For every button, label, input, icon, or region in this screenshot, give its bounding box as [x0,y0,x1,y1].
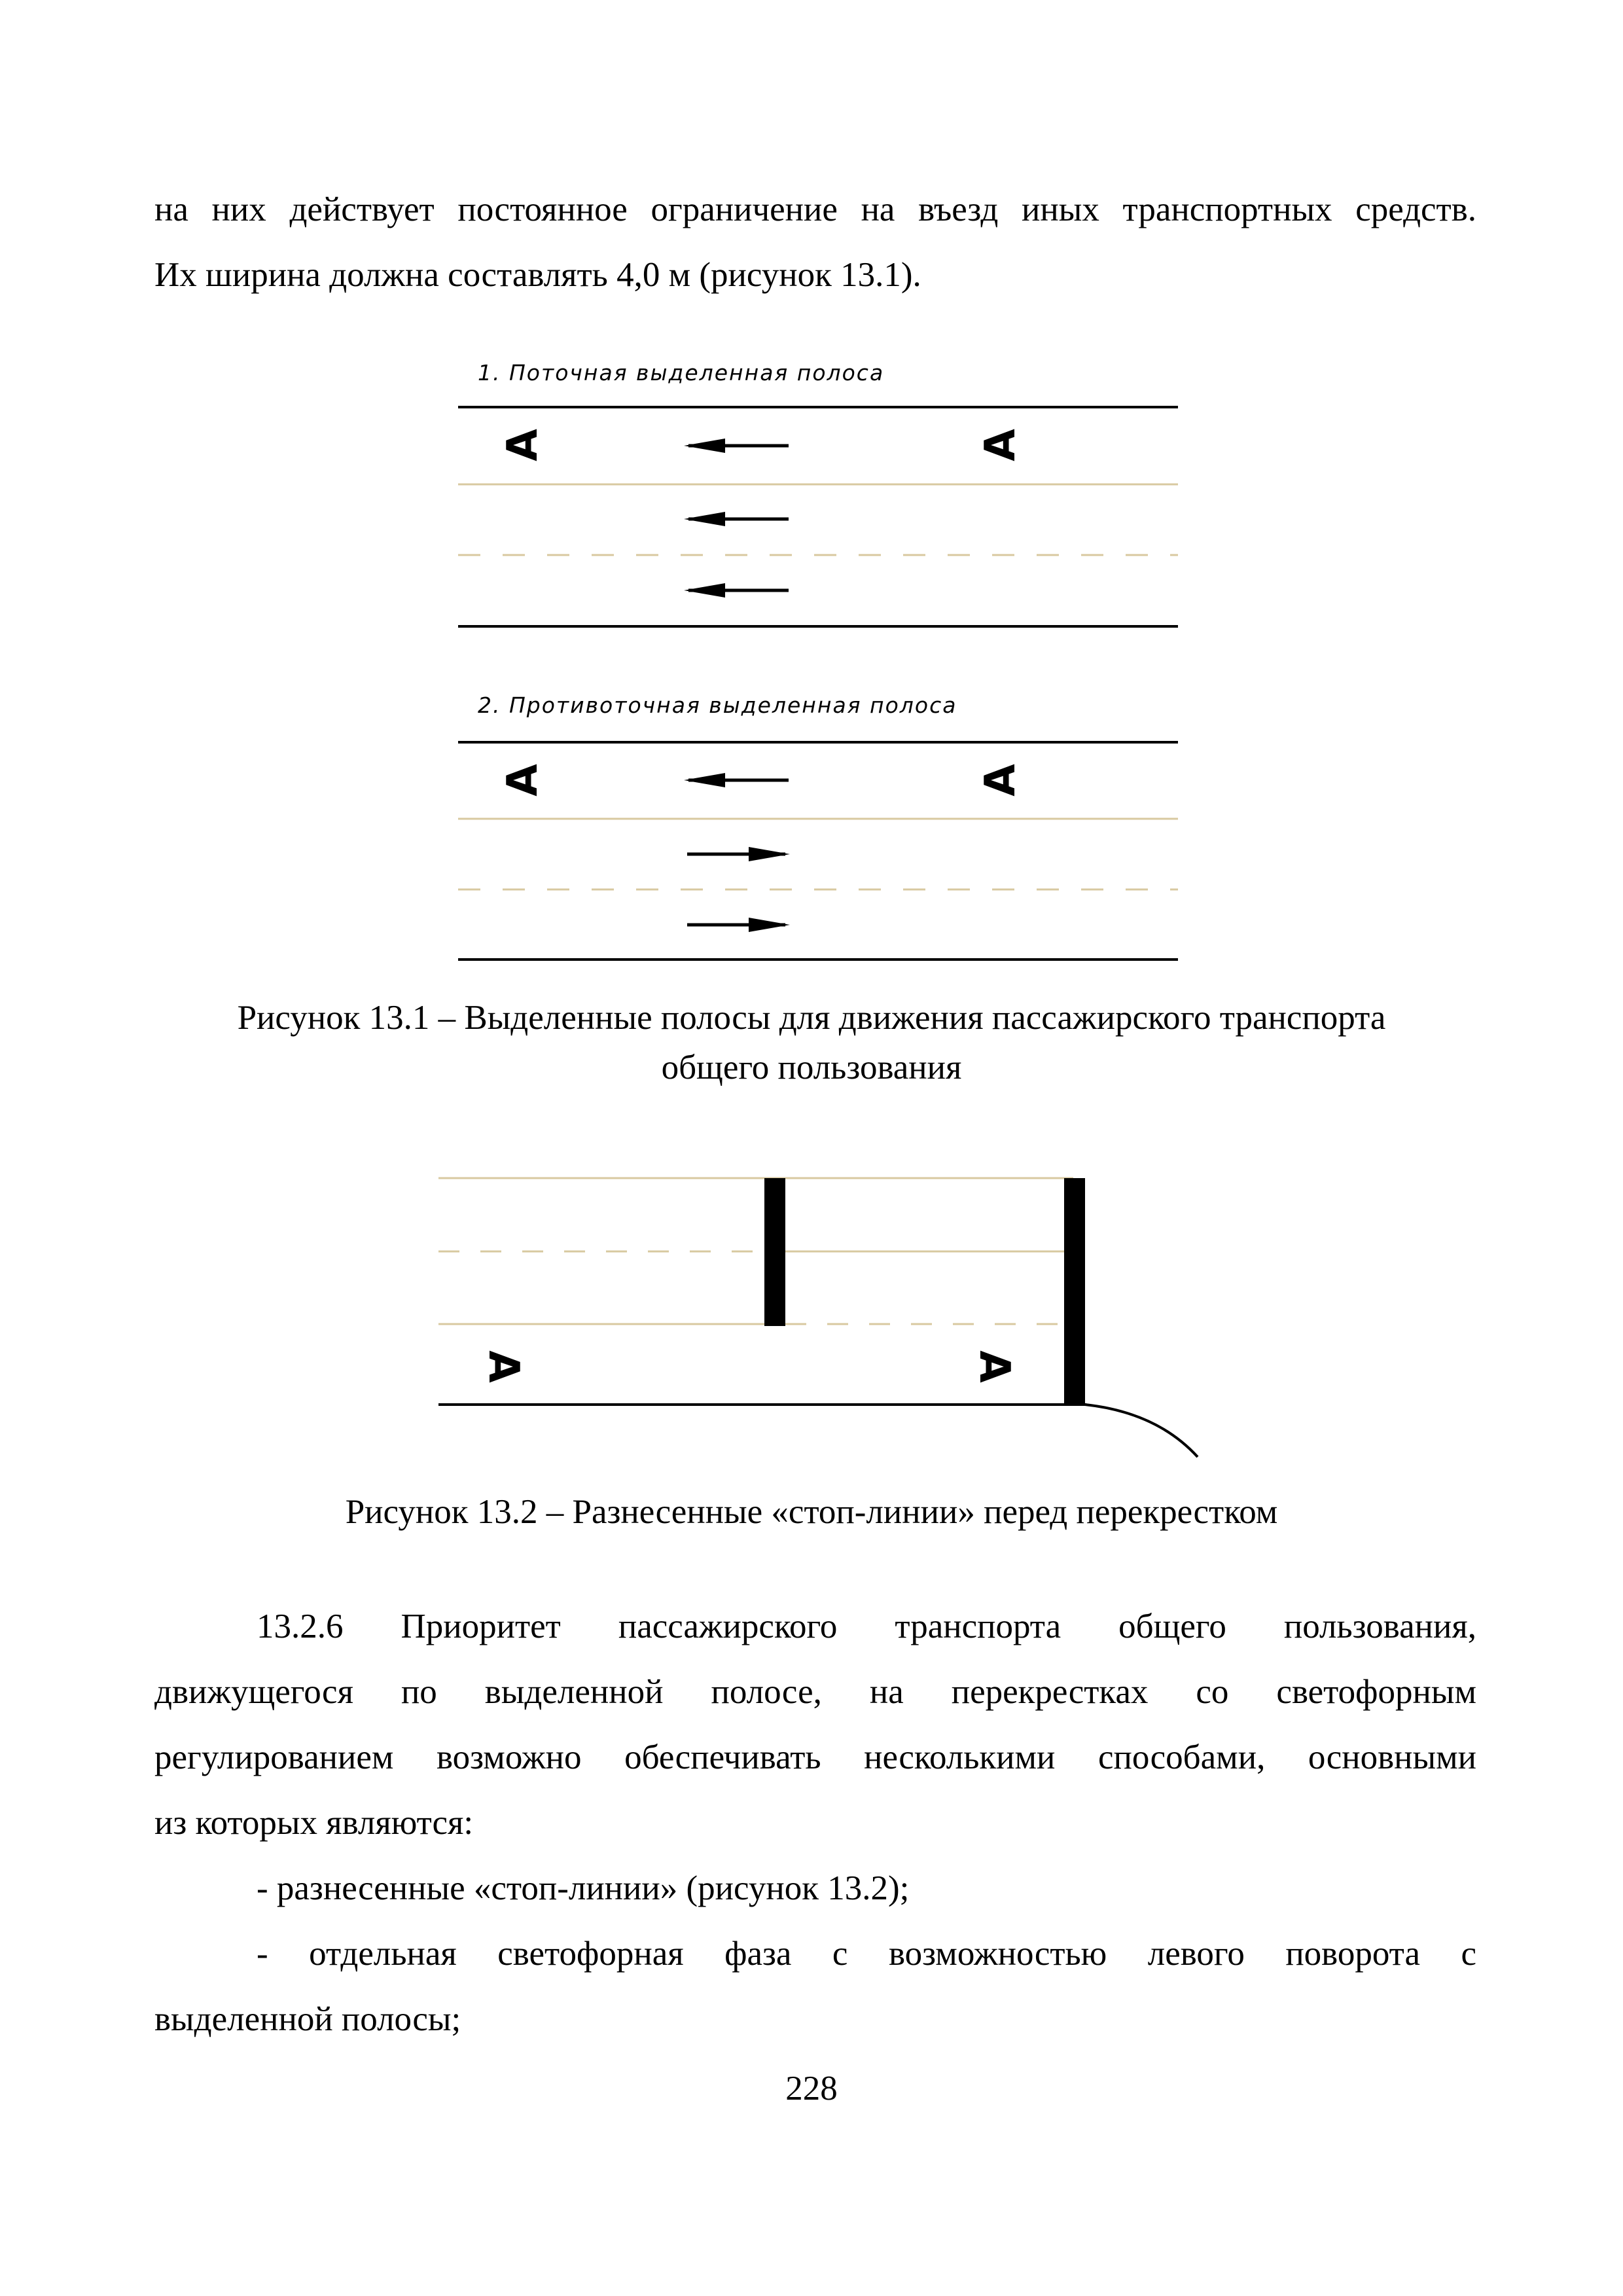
figure-13-1-caption-line-2: общего пользования [661,1049,962,1086]
bullet-2-line-1: - отдельная светофорная фаза с возможностью левого поворота с [257,1935,1476,1973]
intersection-curb [1085,1405,1198,1457]
para-word: пользования, [1283,1607,1476,1645]
figure-13-2-caption: Рисунок 13.2 – Разнесенные «стоп-линии» перед перекрестком [345,1493,1278,1531]
bus-lane-marking: А [499,429,547,461]
para-word: общего [1118,1607,1226,1645]
para-line-4: из которых являются: [154,1804,474,1842]
bullet-1: - разнесенные «стоп-линии» (рисунок 13.2); [257,1869,910,1907]
bus-lane-marking: А [970,1350,1018,1383]
para-line-1 [257,1607,1476,1646]
figure-13-1-caption-line-1: Рисунок 13.1 – Выделенные полосы для движения пассажирского транспорта [237,999,1386,1037]
stop-line-general [1064,1178,1085,1406]
stop-line-bus [764,1178,785,1326]
bus-lane-marking: А [499,764,547,797]
page-number: 228 [785,2070,838,2108]
bus-lane-marking: А [479,1350,527,1383]
bullet-2-line-2: выделенной полосы; [154,2000,461,2038]
para-word: пассажирского [618,1607,838,1645]
para-line-3: регулированием возможно обеспечивать несколькими способами, основными [154,1738,1476,1776]
para-line-2: движущегося по выделенной полосе, на перекрестках со светофорным [154,1673,1476,1711]
intro-line-1: на них действует постоянное ограничение на въезд иных транспортных средств. [154,190,1476,228]
para-word: транспорта [895,1607,1061,1645]
bus-lane-marking: А [976,764,1025,797]
figure-13-1-panel-2-title: 2. Противоточная выделенная полоса [478,692,957,718]
para-word: 13.2.6 [257,1607,344,1645]
figure-13-1-panel-1-title: 1. Поточная выделенная полоса [478,360,885,386]
intro-line-2: Их ширина должна составлять 4,0 м (рисунок 13.1). [154,256,921,294]
para-word: Приоритет [401,1607,561,1645]
bus-lane-marking: А [976,429,1025,461]
